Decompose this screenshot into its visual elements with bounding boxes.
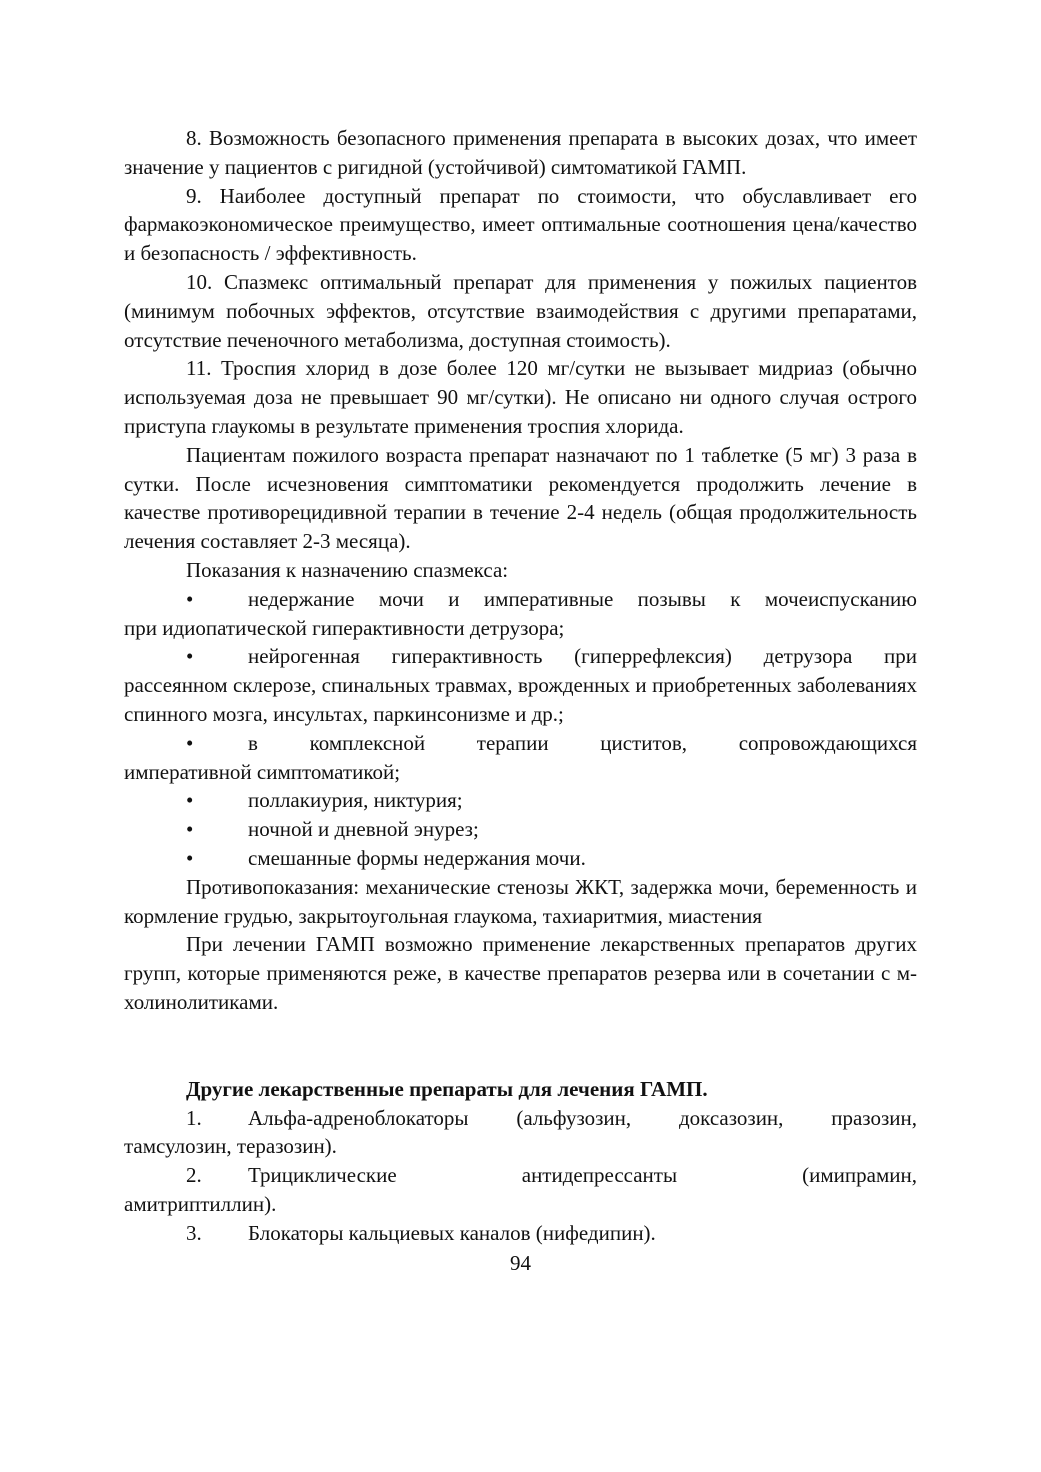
numbered-item <box>124 1219 917 1248</box>
bullet-item <box>124 585 917 643</box>
paragraph-item-11: 11. Троспия хлорид в дозе более 120 мг/сутки не вызывает мидриаз (обычно используемая доза не превышает 90 мг/сутки). Не описано ни одного случая острого приступа глаукомы в результате применения троспия хлорида. <box>124 356 917 438</box>
document-page <box>124 124 917 1278</box>
bullet-text-first: ночной и дневной энурез; <box>248 817 479 842</box>
item-number: 2. <box>186 1163 202 1188</box>
bullet-item <box>124 844 917 873</box>
bullet-text-rest: императивной симптоматикой; <box>124 759 401 784</box>
bullet-item <box>124 729 917 787</box>
bullet-text-first: нейрогенная гиперактивность (гиперрефлексия) детрузора при <box>248 644 917 669</box>
page-number: 94 <box>510 1251 531 1276</box>
bullet-icon: • <box>186 644 194 669</box>
item-text-first: Альфа-адреноблокаторы (альфузозин, доксазозин, празозин, <box>248 1105 917 1130</box>
bullet-icon: • <box>186 586 194 611</box>
item-number: 3. <box>186 1220 202 1245</box>
contraindications-paragraph: Противопоказания: механические стенозы ЖКТ, задержка мочи, беременность и кормление грудью, закрытоугольная глаукома, тахиаритмия, миастения <box>124 874 917 928</box>
paragraph-item-8: 8. Возможность безопасного применения препарата в высоких дозах, что имеет значение у пациентов с ригидной (устойчивой) симтоматикой ГАМП. <box>124 126 917 179</box>
bullet-icon: • <box>186 817 194 842</box>
dosage-paragraph: Пациентам пожилого возраста препарат назначают по 1 таблетке (5 мг) 3 раза в сутки. После исчезновения симптоматики рекомендуется продолжить лечение в качестве противорецидивной терапии в течение 2-4 недель (общая продолжительность лечения составляет 2-3 месяца). <box>124 442 917 554</box>
bullet-item <box>124 815 917 844</box>
item-text-first: Трициклические антидепрессанты (имипрамин, <box>248 1163 917 1188</box>
section-heading: Другие лекарственные препараты для лечения ГАМП. <box>186 1076 708 1101</box>
numbered-item <box>124 1104 917 1133</box>
bullet-item <box>124 786 917 815</box>
other-groups-paragraph: При лечении ГАМП возможно применение лекарственных препаратов других групп, которые применяются реже, в качестве препаратов резерва или в сочетании с м-холинолитиками. <box>124 932 917 1014</box>
item-text-rest: тамсулозин, теразозин). <box>124 1134 337 1159</box>
bullet-icon: • <box>186 788 194 813</box>
bullet-item <box>124 642 917 728</box>
paragraph-item-10: 10. Спазмекс оптимальный препарат для применения у пожилых пациентов (минимум побочных эффектов, отсутствие взаимодействия с другими препаратами, отсутствие печеночного метаболизма, доступная стоимость). <box>124 269 917 352</box>
bullet-text-rest: рассеянном склерозе, спинальных травмах, врожденных и приобретенных заболеваниях спинного мозга, инсультах, паркинсонизме и др.; <box>124 673 917 726</box>
bullet-text-first: недержание мочи и императивные позывы к мочеиспусканию <box>248 586 917 611</box>
bullet-text-first: в комплексной терапии циститов, сопровождающихся <box>248 730 917 755</box>
section-spacer <box>124 1017 917 1075</box>
bullet-icon: • <box>186 730 194 755</box>
bullet-text-first: смешанные формы недержания мочи. <box>248 845 586 870</box>
item-text-first: Блокаторы кальциевых каналов (нифедипин). <box>248 1220 656 1245</box>
indications-heading: Показания к назначению спазмекса: <box>186 557 509 582</box>
item-number: 1. <box>186 1105 202 1130</box>
bullet-text-rest: при идиопатической гиперактивности детрузора; <box>124 615 565 640</box>
bullet-text-first: поллакиурия, никтурия; <box>248 788 463 813</box>
bullet-icon: • <box>186 845 194 870</box>
paragraph-item-9: 9. Наиболее доступный препарат по стоимости, что обуславливает его фармакоэкономическое преимущество, имеет оптимальные соотношения цена/качество и безопасность / эффективность. <box>124 183 917 266</box>
item-text-rest: амитриптиллин). <box>124 1191 277 1216</box>
numbered-item <box>124 1161 917 1190</box>
